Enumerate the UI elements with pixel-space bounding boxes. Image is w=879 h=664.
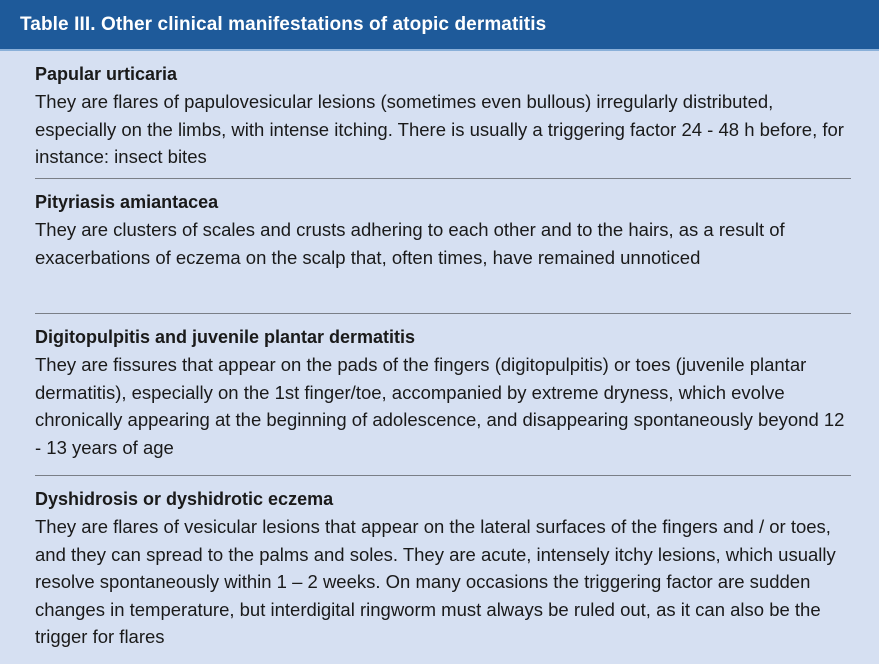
row-title: Papular urticaria	[35, 64, 178, 84]
row-title: Pityriasis amiantacea	[35, 192, 219, 212]
table-row	[35, 179, 851, 314]
row-description: They are flares of vesicular lesions that appear on the lateral surfaces of the fingers and / or toes, and they can spread to the palms and soles. They are acute, intensely itchy lesions, which usually resolve spontaneously within 1 – 2 weeks. On many occasions the triggering factor are sudden changes in temperature, but interdigital ringworm must always be ruled out, as it can also be the trigger for flares	[35, 516, 836, 647]
table-title: Table III. Other clinical manifestations of atopic dermatitis	[0, 0, 879, 51]
table-body	[0, 51, 879, 661]
row-description: They are clusters of scales and crusts adhering to each other and to the hairs, as a result of exacerbations of eczema on the scalp that, often times, have remained unnoticed	[35, 219, 785, 268]
table-row	[35, 476, 851, 661]
table-row	[35, 314, 851, 476]
row-description: They are flares of papulovesicular lesions (sometimes even bullous) irregularly distributed, especially on the limbs, with intense itching. There is usually a triggering factor 24 - 48 h before, for instance: insect bites	[35, 91, 844, 167]
row-description: They are fissures that appear on the pads of the fingers (digitopulpitis) or toes (juvenile plantar dermatitis), especially on the 1st finger/toe, accompanied by extreme dryness, which evolve chronically appearing at the beginning of adolescence, and disappearing spontaneously beyond 12 - 13 years of age	[35, 354, 845, 458]
table-row	[35, 51, 851, 179]
row-title: Digitopulpitis and juvenile plantar dermatitis	[35, 327, 416, 347]
row-title: Dyshidrosis or dyshidrotic eczema	[35, 489, 334, 509]
